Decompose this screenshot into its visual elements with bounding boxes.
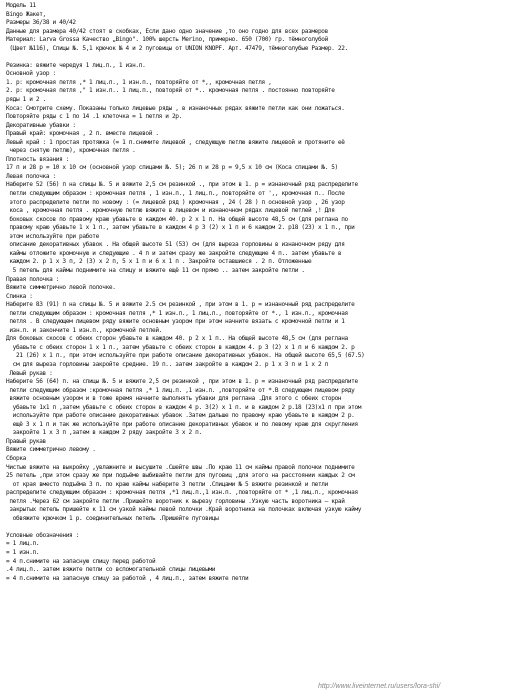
- document-line: убавьте с обеих сторон 1 х 1 п., затем убавьте с обеих сторон в каждом 4. р 3 (2) х 1 п и 6 каждом 2. р: [6, 343, 355, 351]
- document-line: .4 лиц.п.. затем вяжите петли со вспомогательной спицы лицевыми: [6, 566, 216, 574]
- document-line: Резинка: вяжите чередуя 1 лиц.п., 1 изн.п.: [6, 61, 146, 69]
- document-line: 1. р: кромочная петля ,* 1 лиц.п., 1 изн.п., повторяйте от *,, кромочная петля ,: [6, 78, 272, 86]
- document-line: [6, 53, 520, 62]
- document-line: см для выреза горловины закройте средние. 19 п.. затем закройте в каждом 2. р 1 х 3 п и 1 х 2 п: [6, 360, 328, 368]
- document-line: ещё 3 х 1 п и так же используйте при работе описание декоративных убавок и по левому краю для скругления: [6, 420, 358, 428]
- document-line: петли следующим образом :кромочная петля ,* 1 лиц.п. ,1 изн.п. ,повторяйте от *.В следующем лицевом ряду: [6, 386, 355, 394]
- document-line: Модель 11: [6, 2, 36, 9]
- document-line: Сборка: [6, 454, 26, 462]
- document-line: Декоративные убавки :: [6, 121, 76, 129]
- document-line: Левый рукав :: [6, 369, 53, 377]
- document-line: ряды 1 и 2 .: [6, 96, 46, 104]
- document-line: боковых скосов по правому краю убавьте в каждом 40. р 2 х 1 п. На общей высоте 48,5 см (для реглана по: [6, 215, 348, 223]
- document-line: петли следующим образом : кромочная петля , 1 изн.п., 1 лиц.п., повторяйте от ',, кромочная п.. После: [6, 190, 345, 198]
- document-line: через снятую петлю), кромочная петля .: [6, 147, 136, 155]
- document-line: [6, 523, 520, 532]
- document-line: правому краю убавьте 1 х 1 п., затем убавьте в каждом 4 р 3 (2) х 1 п и 6 каждом 2. р18 (23) х 1 п., при: [6, 224, 355, 232]
- document-line: Правый край: кромочная , 2 п. вместе лицевой .: [6, 130, 159, 138]
- document-line: Материал: Larva Grossa Качество „Bingo". 100% шерсть Merino, примерно. 650 (700) гр. тёмноголубой: [6, 36, 328, 44]
- document-line: убавьте 1х1 п ,затем убавьте с обеих сторон в каждом 4 р. 3(2) х 1 п. и в каждом 2 р.18 (23)х1 п при этом: [6, 403, 362, 411]
- document-line: = 1 лиц.п.: [6, 540, 40, 548]
- document-line: Для боковых скосов с обеих сторон убавьте в каждом 40. р 2 х 1 п.. На общей высоте 48,5 см (для реглана: [6, 335, 348, 343]
- document-line: описание декоративных убавок . На общей высоте 51 (53) см (для выреза горловины в изнаночном ряду для: [6, 241, 345, 249]
- document-line: Условные обозначения :: [6, 531, 80, 539]
- document-line: Bingo Жакет,: [6, 10, 46, 18]
- document-line: каймы отложите кромочную и следующие . 4 п и затем сразу же закройте следующие 4 п.. затем убавьте в: [6, 249, 342, 257]
- document-line: Правая полочка :: [6, 275, 60, 283]
- document-line: закрытых петель пришейте к 11 см узкой каймы левой полочки .Край воротника на полочках включая узкую кайму: [6, 506, 362, 514]
- document-line: Коса: Смотрите схему. Показаны только лицевые ряды , в изнаночных рядах вяжите петли как они ложаться.: [6, 104, 345, 112]
- document-line: от края вместо подъёма 3 п. по краю каймы наберите 3 петли .Спицами № 5 вяжите резинкой и петли: [6, 480, 328, 488]
- document-line: петля . В следующем лицевом ряду вяжите основным узором при этом начните вязать с кромочной петли и 1: [6, 318, 345, 326]
- document-line: петли следующим образом : кромочная петля ,* 1 изн.п., 1 лиц.п., повторяйте от *., 1 изн.п., кромочная: [6, 309, 348, 317]
- document-line: Плотность вязания :: [6, 155, 70, 163]
- document-line: Левый край : 1 простая протяжка (= 1 п.снимите лицевой , следующую петлю вяжите лицевой и протяните её: [6, 138, 345, 146]
- document-line: Левая полочка :: [6, 172, 56, 180]
- document-line: этого распределите петли по новому : (= лицевой ряд ) кромочная , 24 ( 28 ) п основной узор , 26 узор: [6, 198, 345, 206]
- document-line: петля .Через 62 см закройте петли .Пришейте воротник к вырезу горловины .Узкую часть воротника – край: [6, 497, 345, 505]
- document-line: 17 п и 28 р = 10 х 10 см (основной узор спицами №. 5); 26 п и 28 р = 9,5 х 10 см (Коса спицами №. 5): [6, 164, 338, 172]
- document-line: этом используйте при работе: [6, 232, 99, 240]
- document-line: обвяжите крючком 1 р. соединительных петель .Пришейте пуговицы: [6, 514, 219, 522]
- document-line: 25 петель ,при этом сразу же при подъёме выбивайте петли для пуговиц ,для этого на расстоянии каждых 2 см: [6, 472, 355, 480]
- document-line: Чистые вяжите на выкройку ,увлажните и высушите .Сшейте швы .По краю 11 см каймы правой полочки поднимите: [6, 463, 355, 471]
- document-line: Правый рукав: [6, 437, 46, 445]
- document-line: Наберите 56 (64) п. на спицы №. 5 и вяжите 2,5 см резинкой , при этом в 1. р = изнаночный ряд распределите: [6, 378, 358, 386]
- document-line: 21 (26) х 1 п., при этом используйте при работе описание декоративных убавок. На общей высоте 65,5 (67.5): [6, 352, 365, 360]
- document-line: вяжите основным узором и в тоже время начните выполнять убавки для реглана .Для этого с обеих сторон: [6, 395, 342, 403]
- document-line: изн.п. и закончите 1 изн.п., кромочной петлей.: [6, 326, 162, 334]
- document-line: закройте 1 х 3 п ,затем в каждом 2 ряду закройте 3 х 2 п.: [6, 429, 202, 437]
- document-line: используйте при работе описание декоративных убавок .Затем дальше по правому краю убавьте в каждом 2 р.: [6, 412, 355, 420]
- document-line: 2. р: кромочная петля ," 1 изн.п.. 1 лиц.п., повторяй от *.. кромочная петля . постоянно повторяйте: [6, 87, 335, 95]
- document-line: Спинка :: [6, 292, 33, 300]
- document-line: Вяжите симметрично левому .: [6, 446, 96, 454]
- document-line: Повторяйте ряды с 1 по 14 .1 клеточка = 1 петля и 2р.: [6, 113, 182, 121]
- document-line: = 1 изн.п.: [6, 549, 40, 556]
- document-line: (Цвет №116), Спицы №. 5,1 крючок № 4 и 2 пуговицы от UNION KNOPF. Арт. 47479, тёмноголубые Размер. 22.: [6, 44, 348, 52]
- watermark-url[interactable]: http://www.liveinternet.ru/users/lora-shi/: [318, 683, 441, 690]
- document-line: Размеры 36/38 и 40/42: [6, 19, 76, 27]
- document-line: распределите следующим образом : кромочная петля ,*1 лиц.п.,1 изн.п. ,повторяйте от * ,1 лиц.п., кромочная: [6, 489, 358, 497]
- document-line: = 4 п.снимите на запасную спицу за работой , 4 лиц.п., затем вяжите петли: [6, 574, 249, 582]
- document-line: Вяжите симметрично левой полочке.: [6, 284, 116, 292]
- document-line: Наберите 83 (91) п на спицы №. 5 и вяжите 2.5 см резинкой , при этом в 1. р = изнаночный ряд распределите: [6, 301, 355, 309]
- document-line: коса , кромочная петля . кромочную петлю вяжите в лицевом и изнаночном рядах лицевой петлей ,! Для: [6, 207, 335, 215]
- document-line: Данные для размера 40/42 стоят в скобках, Если дано одно значение ,то оно годно для всех размеров: [6, 27, 328, 35]
- document-line: = 4 п.снимите на запасную спицу перед работой: [6, 557, 156, 565]
- document-line: Основной узор :: [6, 70, 56, 78]
- document-line: Наберите 52 (56) п на спицы №. 5 и вяжите 2,5 см резинкой ., при этом в 1. р = изнаночный ряд распределите: [6, 181, 358, 189]
- document-line: каждом 2. р 1 х 3 п, 2 (3) х 2 п, 5 х 1 п и 6 х 1 п . Закройте оставшиеся . 2 п. Отложенные: [6, 258, 312, 266]
- document-line: 5 петель для каймы поднимите на спицу и вяжите ещё 11 см прямо .. затем закройте петли .: [6, 266, 305, 274]
